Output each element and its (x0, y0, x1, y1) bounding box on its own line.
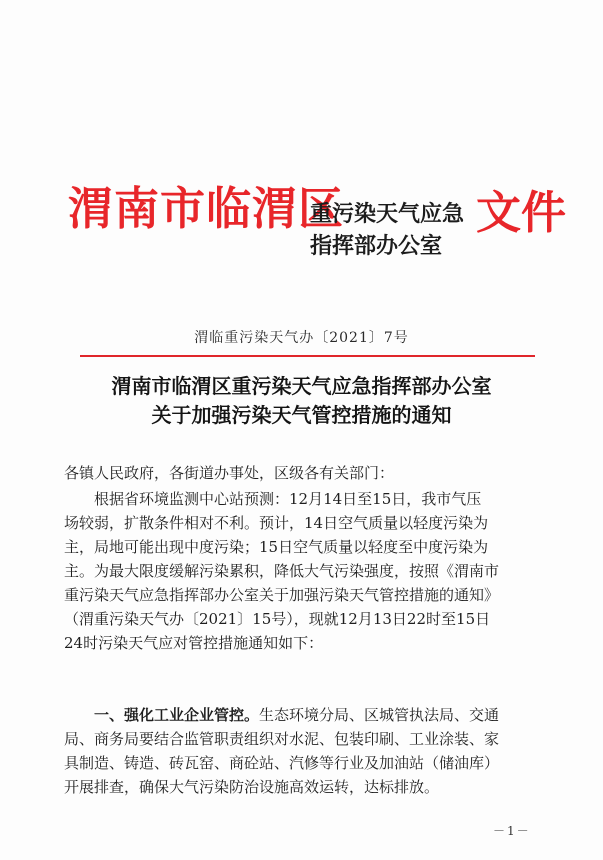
document-title-line-2: 关于加强污染天气管控措施的通知 (151, 403, 452, 427)
header-red-rule (80, 355, 535, 357)
section-line-text: 生态环境分局、区城管执法局、交通 (259, 706, 500, 724)
issuing-office-line-2: 指挥部办公室 (310, 233, 443, 259)
section-first-line (64, 703, 544, 727)
paragraph-line: 24时污染天气应对管控措施通知如下： (64, 634, 324, 652)
document-type-word: 文件 (476, 186, 567, 239)
body-paragraph-1 (64, 487, 544, 655)
paragraph-line: 根据省环境监测中心站预测：12月14日至15日，我市气压 (94, 490, 482, 508)
issuing-office-name (310, 198, 464, 262)
document-header (0, 0, 603, 300)
body-section-1 (64, 703, 544, 799)
document-number: 渭临重污染天气办〔2021〕7号 (194, 330, 409, 346)
paragraph-line: 开展排查，确保大气污染防治设施高效运转，达标排放。 (64, 778, 440, 796)
paragraph-line: 局、商务局要结合监管职责组织对水泥、包装印刷、工业涂装、家 (64, 730, 500, 748)
issuing-office-line-1: 重污染天气应急 (310, 201, 465, 227)
page-number: －1－ (493, 824, 531, 838)
paragraph-line: 场较弱，扩散条件相对不利。预计，14日空气质量以轻度污染为 (64, 514, 489, 532)
paragraph-line: 重污染天气应急指挥部办公室关于加强污染天气管控措施的通知》 (64, 586, 500, 604)
section-heading: 一、强化工业企业管控。 (94, 706, 260, 724)
paragraph-line: 主，局地可能出现中度污染；15日空气质量以轻度至中度污染为 (64, 538, 489, 556)
paragraph-line: （渭重污染天气办〔2021〕15号），现就12月13日22时至15日 (64, 610, 491, 628)
paragraph-line: 主。为最大限度缓解污染累积，降低大气污染强度，按照《渭南市 (64, 562, 500, 580)
issuing-organization-name: 渭南市临渭区 (68, 182, 345, 235)
document-title (0, 372, 603, 430)
paragraph-line: 具制造、铸造、砖瓦窑、商砼站、汽修等行业及加油站（储油库） (64, 754, 500, 772)
document-title-line-1: 渭南市临渭区重污染天气应急指挥部办公室 (111, 374, 492, 398)
salutation: 各镇人民政府，各街道办事处，区级各有关部门： (64, 464, 395, 482)
